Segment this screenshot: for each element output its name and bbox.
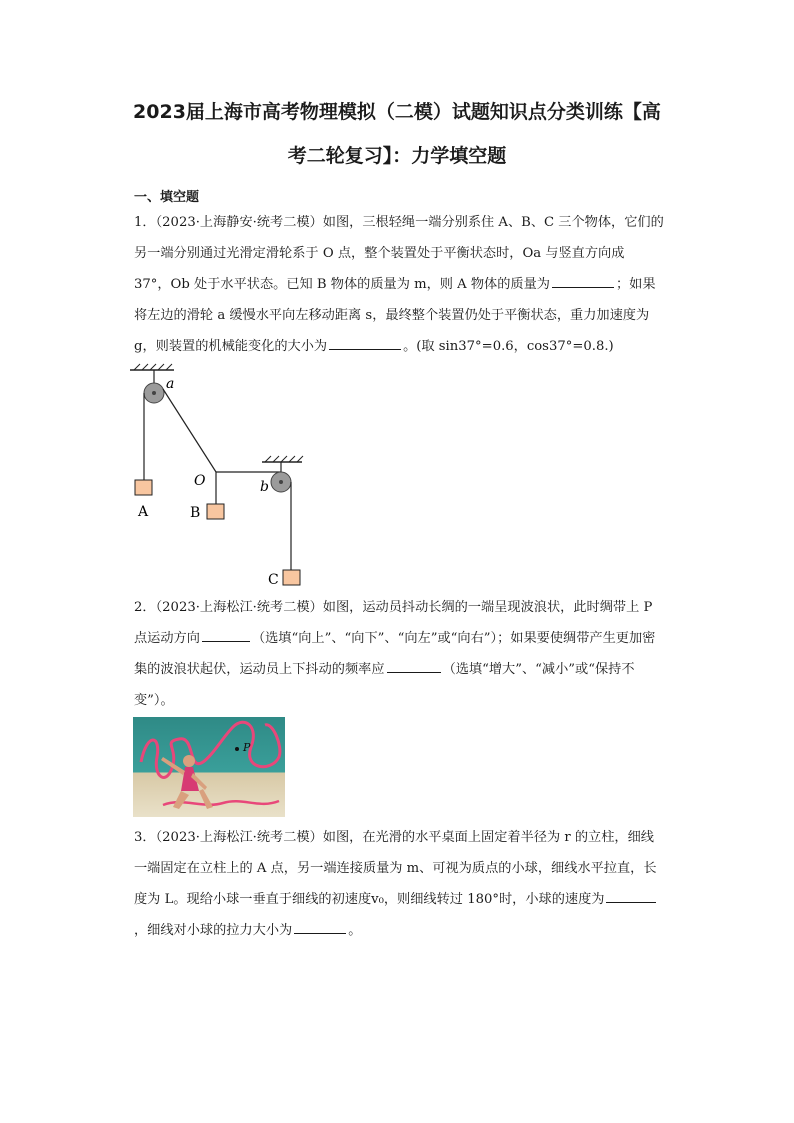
- block-B: [207, 504, 224, 519]
- question-3-text-c: 。: [348, 923, 362, 938]
- question-1-text-a: 1．（2023·上海静安·统考二模）如图，三根轻绳一端分别系住 A、B、C 三个物体，它们的另一端分别通过光滑定滑轮系于 O 点，整个装置处于平衡状态时，Oa 与竖直方向成 37°，Ob 处于水平状态。已知 B 物体的质量为 m，则 A 物体的质量为: [134, 215, 664, 292]
- answer-blank-1b[interactable]: [329, 335, 401, 350]
- title-line-2: 考二轮复习】：力学填空题: [287, 145, 507, 167]
- pulley-diagram: [128, 362, 308, 592]
- question-2-text-a: 2．（2023·上海松江·统考二模）如图，运动员抖动长绸的一端呈现波浪状，此时绸带上 P 点运动方向: [134, 600, 653, 646]
- question-3-text-a: 3．（2023·上海松江·统考二模）如图，在光滑的水平桌面上固定着半径为 r 的立柱，细线一端固定在立柱上的 A 点，另一端连接质量为 m、可视为质点的小球，细线水平拉直，长度为 L。现给小球一垂直于细线的初速度v₀，则细线转过 180°时，小球的速度为: [134, 830, 657, 907]
- gymnast-ribbon-photo: [133, 717, 285, 817]
- label-C: C: [268, 572, 279, 588]
- answer-blank-2a[interactable]: [202, 627, 250, 642]
- question-1-text-b: ；如果将左边的滑轮 a 缓慢水平向左移动距离 s，最终整个装置仍处于平衡状态，重力加速度为 g，则装置的机械能变化的大小为: [134, 277, 656, 354]
- block-A: [135, 480, 152, 495]
- label-A: A: [138, 504, 149, 520]
- section-heading: 一、填空题: [134, 190, 200, 205]
- point-P-marker: [235, 747, 239, 751]
- answer-blank-3a[interactable]: [606, 888, 656, 903]
- label-B: B: [190, 505, 201, 521]
- answer-blank-1a[interactable]: [552, 273, 614, 288]
- question-2-text-b: （选填“向上”、“向下”、“向左”或“向右”）；如果要使绸带产生更加密集的波浪状起伏，运动员上下抖动的频率应: [134, 631, 656, 677]
- rope-Oa: [163, 389, 216, 472]
- question-2-text-c: （选填“增大”、“减小”或“保持不变”）。: [134, 662, 635, 708]
- pulley-b-axle: [279, 480, 283, 484]
- label-b: b: [260, 479, 269, 495]
- label-P: P: [243, 741, 251, 754]
- label-a: a: [166, 376, 175, 392]
- question-1: [134, 207, 664, 362]
- document-title: [60, 90, 734, 178]
- question-2: [134, 592, 664, 716]
- question-3: [134, 822, 664, 946]
- answer-blank-3b[interactable]: [294, 919, 346, 934]
- label-O: O: [194, 473, 206, 489]
- answer-blank-2b[interactable]: [387, 658, 441, 673]
- question-1-text-c: 。(取 sin37°=0.6，cos37°=0.8.): [403, 339, 614, 354]
- question-3-text-b: ，细线对小球的拉力大小为: [134, 923, 293, 938]
- block-C: [283, 570, 300, 585]
- title-line-1: 2023届上海市高考物理模拟（二模）试题知识点分类训练【高: [133, 101, 661, 123]
- pulley-a-axle: [152, 391, 156, 395]
- ceiling-right: [262, 456, 303, 472]
